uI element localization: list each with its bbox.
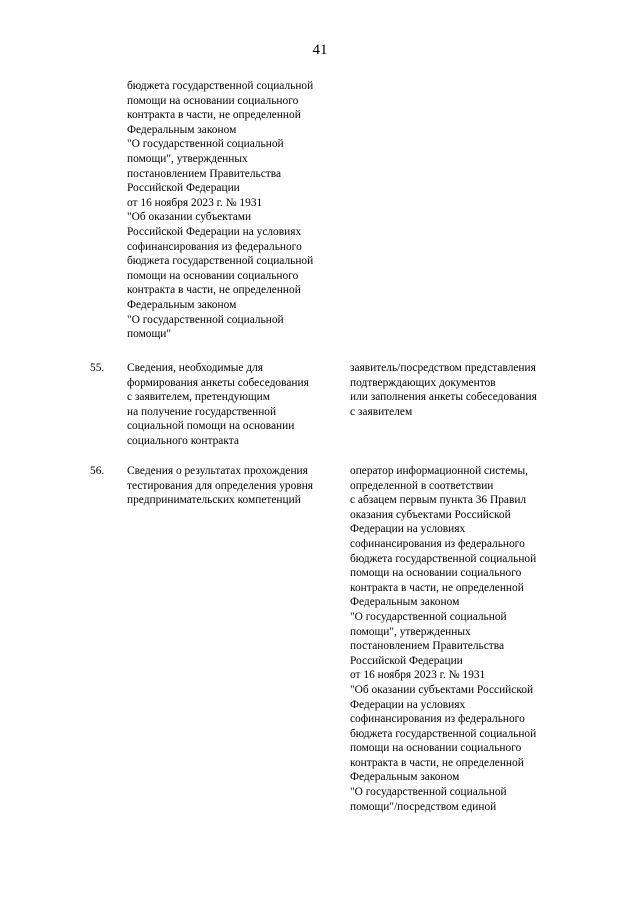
row-56-description: Сведения о результатах прохождения тестирования для определения уровня предпринимательских компетенций: [127, 465, 314, 507]
continuation-text: бюджета государственной социальной помощи на основании социального контракта в части, не определенной Федеральным законом "О государственной социальной помощи", утвержденных постановлением Правительства Российской Федерации от 16 ноября 2023 г. № 1931 "Об оказании субъектами Российской Федерации на условиях софинансирования из федерального бюджета государственной социальной помощи на основании социального контракта в части, не определенной Федеральным законом "О государственной социальной помощи": [127, 80, 314, 341]
row-number-56: 56.: [90, 465, 105, 477]
row-number-55: 55.: [90, 362, 105, 374]
page-number: 41: [312, 42, 328, 58]
row-55-description: Сведения, необходимые для формирования анкеты собеседования с заявителем, претендующим на получение государственной социальной помощи на основании социального контракта: [127, 362, 309, 447]
row-56-source: оператор информационной системы, определенной в соответствии с абзацем первым пункта 36 Правил оказания субъектами Российской Федерации на условиях софинансирования из федерального бюджета государственной социальной помощи на основании социального контракта в части, не определенной Федеральным законом "О государственной социальной помощи", утвержденных постановлением Правительства Российской Федерации от 16 ноября 2023 г. № 1931 "Об оказании субъектами Российской Федерации на условиях софинансирования из федерального бюджета государственной социальной помощи на основании социального контракта в части, не определенной Федеральным законом "О государственной социальной помощи"/посредством единой: [350, 465, 537, 813]
row-55-source: заявитель/посредством представления подтверждающих документов или заполнения анкеты собеседования с заявителем: [350, 362, 537, 418]
